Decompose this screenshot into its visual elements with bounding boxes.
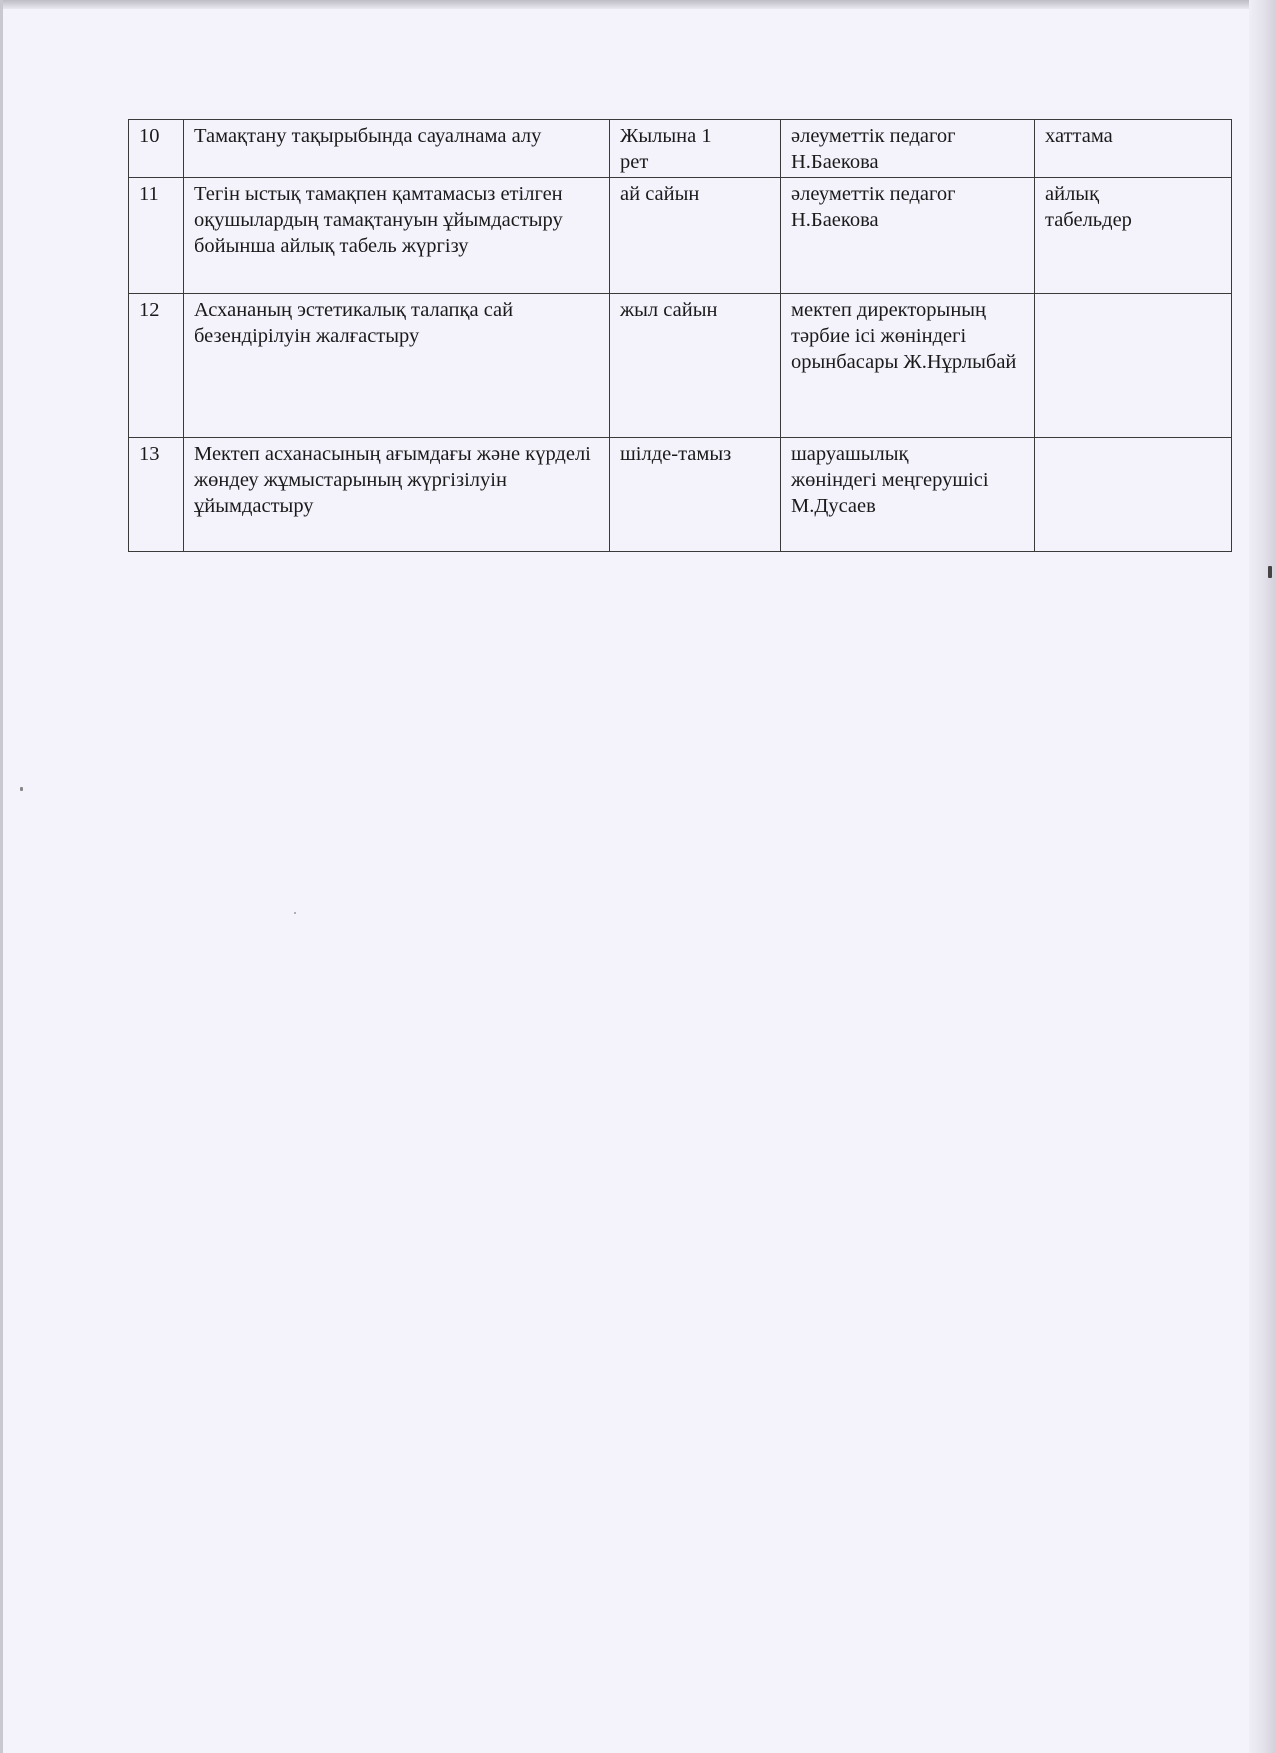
table-row — [129, 438, 1232, 552]
responsible-cell: әлеуметтік педагог Н.Баекова — [781, 120, 1035, 178]
table-row — [129, 120, 1232, 178]
scan-top-edge — [0, 0, 1275, 9]
plan-table — [128, 119, 1232, 552]
result-cell: айлық табельдер — [1035, 178, 1232, 294]
action-cell: Тамақтану тақырыбында сауалнама алу — [184, 120, 610, 178]
scan-left-edge — [0, 0, 3, 1753]
term-cell: ай сайын — [610, 178, 781, 294]
row-number: 11 — [129, 178, 184, 294]
row-number: 13 — [129, 438, 184, 552]
responsible-cell: мектеп директорының тәрбие ісі жөніндегі орынбасары Ж.Нұрлыбай — [781, 294, 1035, 438]
table-row — [129, 178, 1232, 294]
table-row — [129, 294, 1232, 438]
result-cell: хаттама — [1035, 120, 1232, 178]
result-cell — [1035, 294, 1232, 438]
responsible-cell: шаруашылық жөніндегі меңгерушісі М.Дусаев — [781, 438, 1035, 552]
row-number: 10 — [129, 120, 184, 178]
scan-speck — [1268, 566, 1272, 578]
row-number: 12 — [129, 294, 184, 438]
scan-speck — [20, 787, 23, 791]
term-cell: Жылына 1 рет — [610, 120, 781, 178]
action-cell: Мектеп асханасының ағымдағы және күрделі жөндеу жұмыстарының жүргізілуін ұйымдастыру — [184, 438, 610, 552]
action-cell: Тегін ыстық тамақпен қамтамасыз етілген оқушылардың тамақтануын ұйымдастыру бойынша айлық табель жүргізу — [184, 178, 610, 294]
term-cell: шілде-тамыз — [610, 438, 781, 552]
responsible-cell: әлеуметтік педагог Н.Баекова — [781, 178, 1035, 294]
action-cell: Асхананың эстетикалық талапқа сай безендірілуін жалғастыру — [184, 294, 610, 438]
scan-right-edge — [1249, 0, 1275, 1753]
term-cell: жыл сайын — [610, 294, 781, 438]
result-cell — [1035, 438, 1232, 552]
scan-speck — [294, 912, 296, 914]
